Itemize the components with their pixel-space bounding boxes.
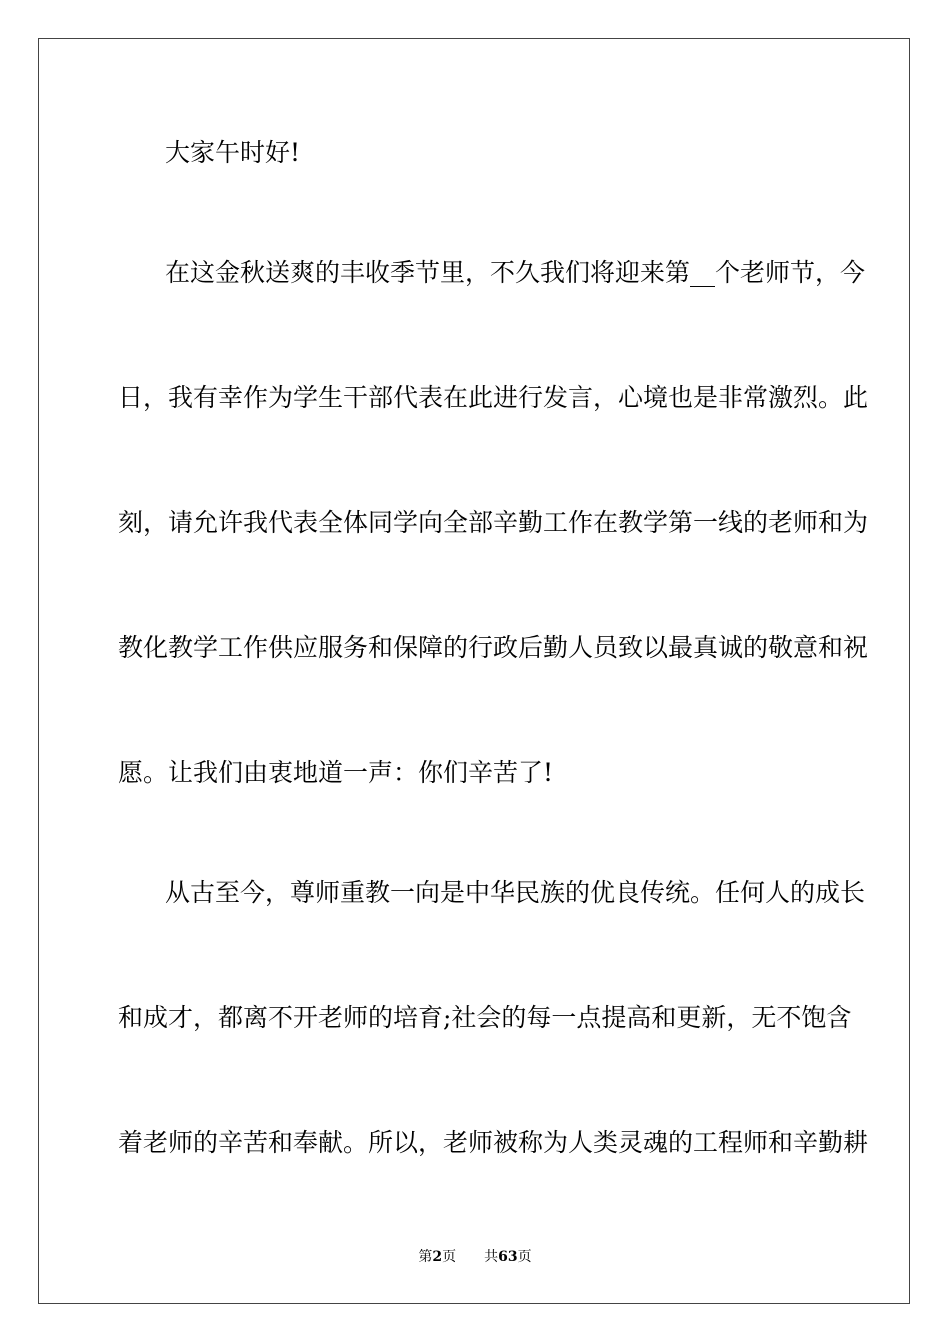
total-prefix: 共 <box>484 1249 499 1265</box>
paragraph-line: 日，我有幸作为学生干部代表在此进行发言，心境也是非常激烈。此 <box>118 383 869 412</box>
paragraph-line: 愿。让我们由衷地道一声：你们辛苦了! <box>118 758 554 787</box>
paragraph-line: 和成才，都离不开老师的培育;社会的每一点提高和更新，无不饱含 <box>118 1003 852 1032</box>
paragraph-line: 着老师的辛苦和奉献。所以，老师被称为人类灵魂的工程师和辛勤耕 <box>118 1128 869 1157</box>
paragraph-line: 从古至今，尊师重教一向是中华民族的优良传统。任何人的成长 <box>165 878 866 907</box>
total-pages: 63 <box>498 1249 518 1265</box>
page-border <box>38 38 910 1304</box>
page-prefix: 第 <box>418 1249 433 1265</box>
paragraph-line: 刻，请允许我代表全体同学向全部辛勤工作在教学第一线的老师和为 <box>118 508 869 537</box>
paragraph-line: 教化教学工作供应服务和保障的行政后勤人员致以最真诚的敬意和祝 <box>118 633 869 662</box>
paragraph-line-greeting: 大家午时好! <box>165 138 301 167</box>
page-suffix: 页 <box>442 1249 457 1265</box>
total-suffix: 页 <box>517 1249 532 1265</box>
paragraph-line: 在这金秋送爽的丰收季节里，不久我们将迎来第__个老师节，今 <box>165 258 866 287</box>
page-number: 2 <box>432 1249 443 1265</box>
page-footer <box>0 1248 950 1266</box>
